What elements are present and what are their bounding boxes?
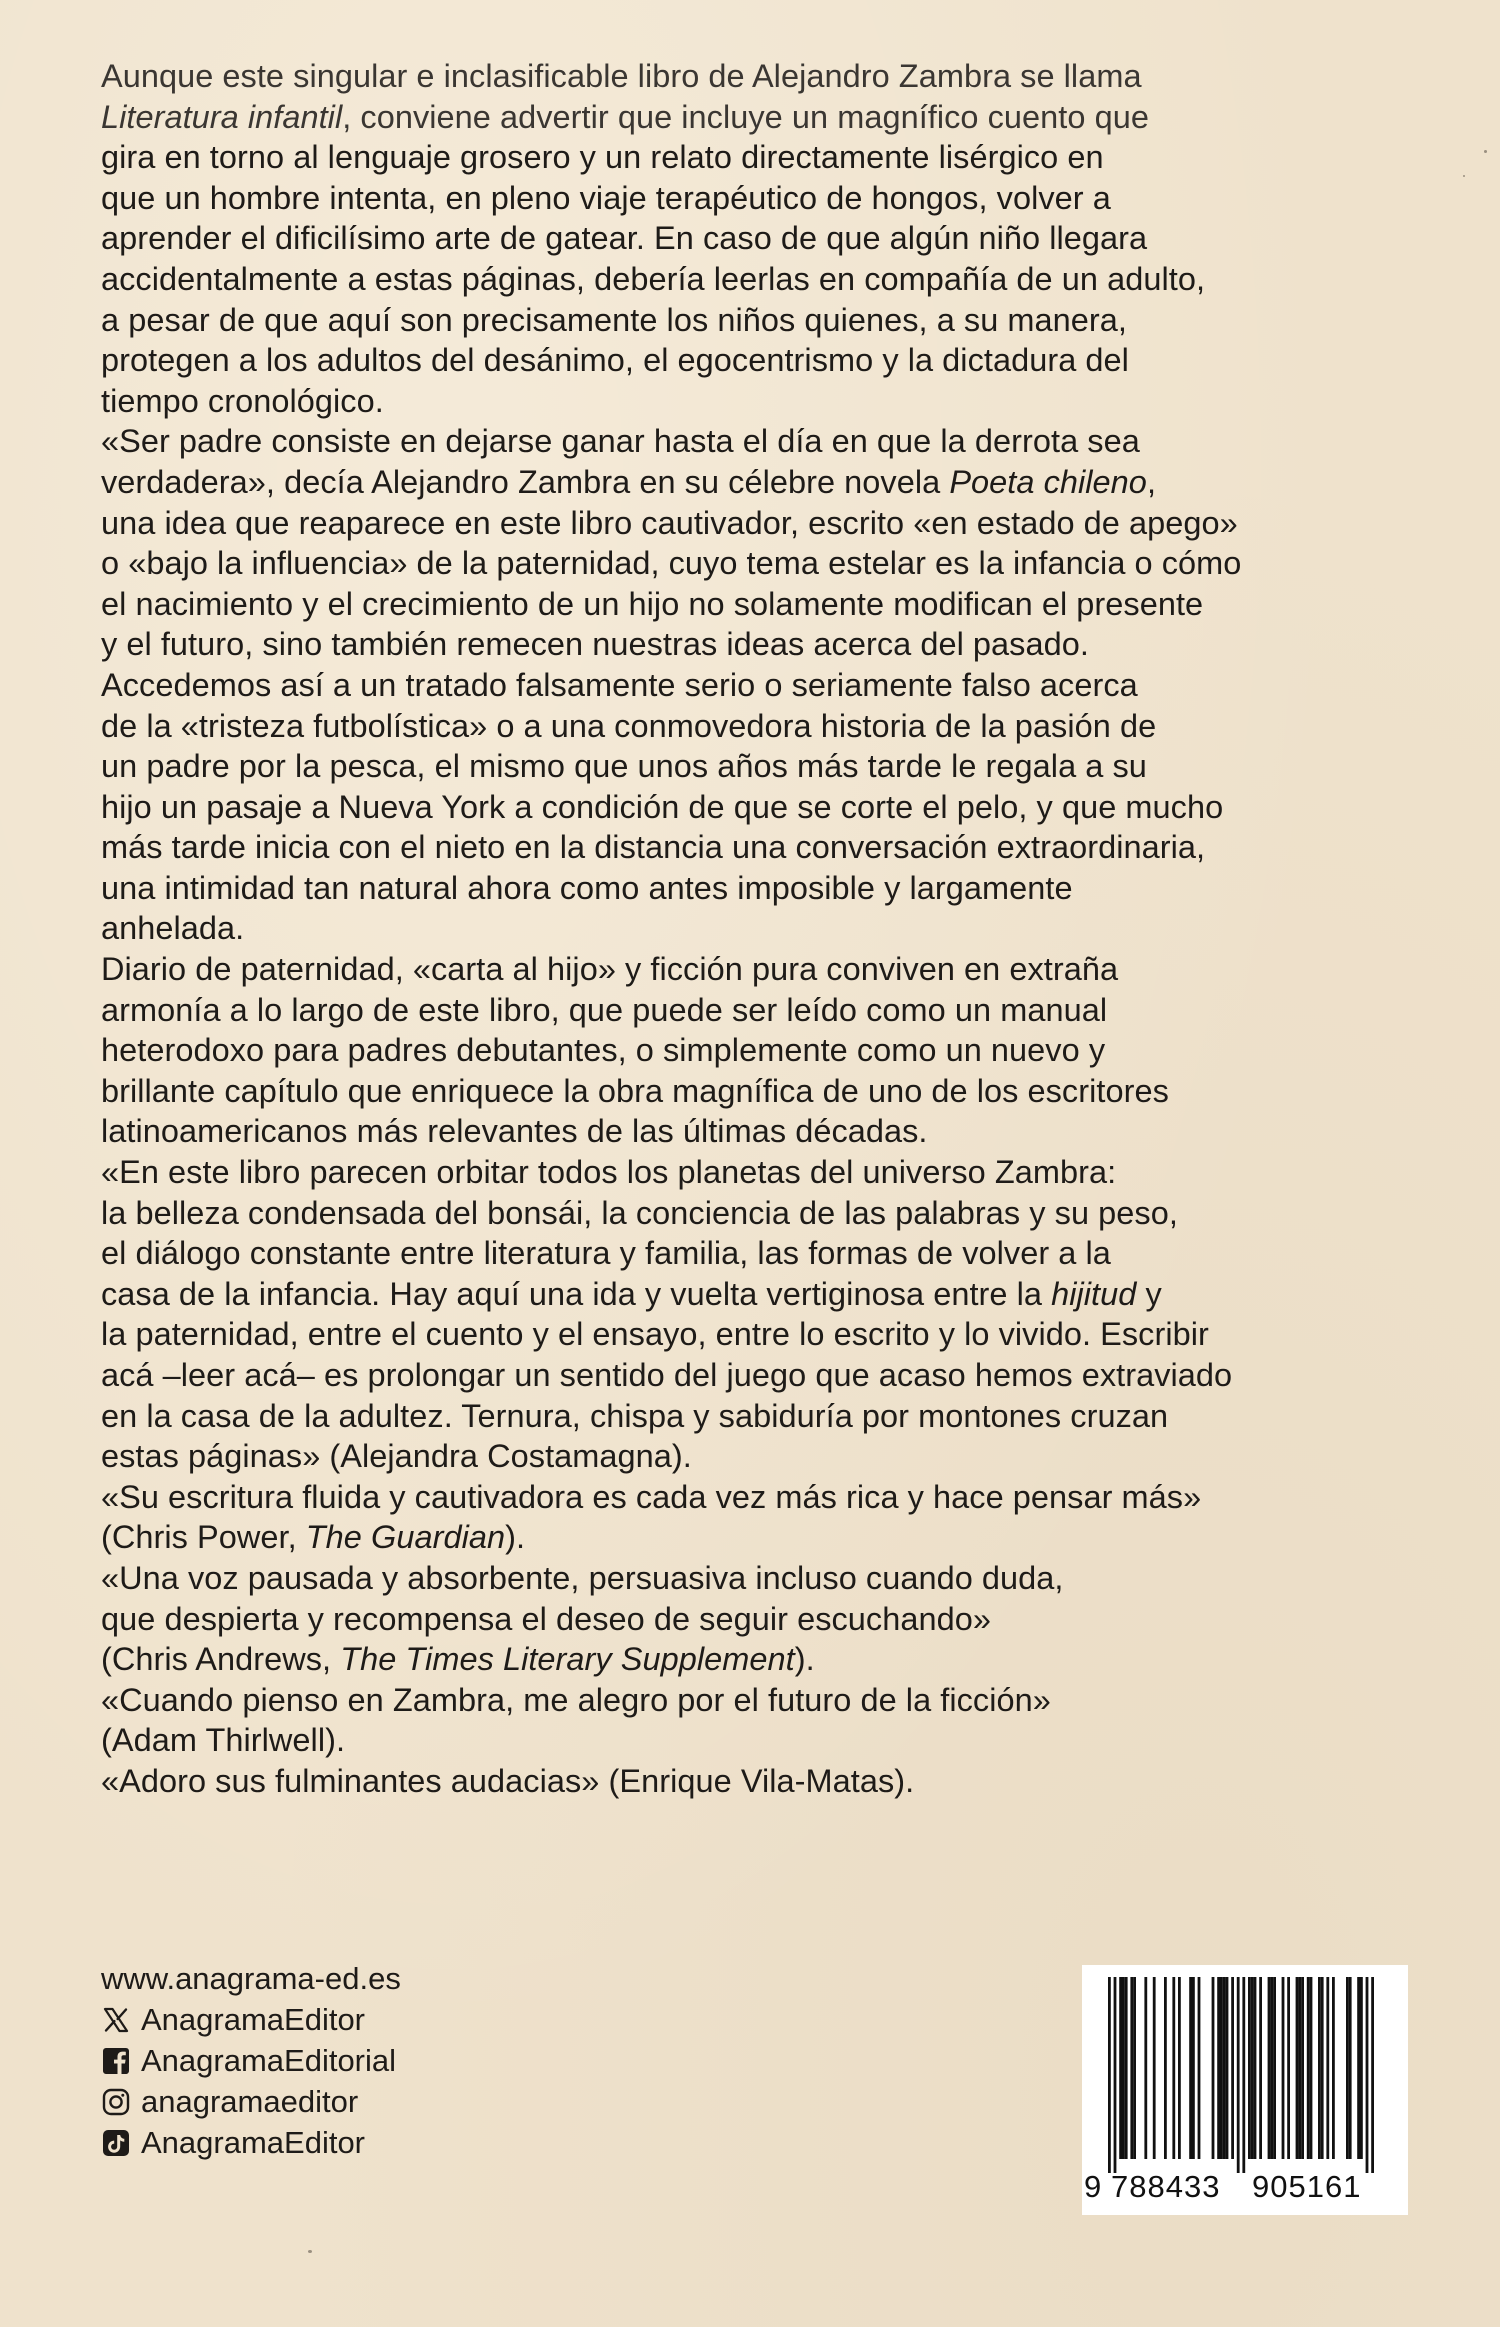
text-line: heterodoxo para padres debutantes, o simplemente como un nuevo y <box>101 1032 1106 1069</box>
barcode-bar <box>1122 1977 1125 2159</box>
barcode-bar <box>1318 1977 1321 2159</box>
text-line: anhelada. <box>101 910 245 947</box>
barcode-bar <box>1332 1977 1335 2159</box>
barcode-bar <box>1172 1977 1175 2159</box>
barcode-bar <box>1178 1977 1181 2159</box>
paragraph-intro <box>101 56 1421 421</box>
barcode-bar <box>1108 1977 1111 2173</box>
text-line: que despierta y recompensa el deseo de seguir escuchando» <box>101 1600 991 1637</box>
barcode-bar <box>1307 1977 1310 2159</box>
text-line: protegen a los adultos del desánimo, el egocentrismo y la dictadura del <box>101 342 1129 379</box>
text-fragment: casa de la infancia. Hay aquí una ida y vuelta vertiginosa entre la <box>101 1275 1052 1312</box>
publication-the-guardian: The Guardian <box>305 1519 506 1556</box>
text-line: «Ser padre consiste en dejarse ganar hasta el día en que la derrota sea <box>101 423 1140 460</box>
paragraph-diario-de-paternidad <box>101 949 1421 1152</box>
paper-speck <box>1463 175 1465 177</box>
publisher-contacts <box>101 1958 401 2163</box>
quote-costamagna <box>101 1152 1421 1477</box>
text-line: Aunque este singular e inclasificable libro de Alejandro Zambra se llama <box>101 58 1142 94</box>
barcode-bar <box>1371 1977 1374 2173</box>
barcode-bar <box>1321 1977 1324 2159</box>
instagram-icon <box>101 2087 131 2117</box>
text-line <box>101 462 1421 503</box>
book-title-poeta-chileno: Poeta chileno <box>949 463 1147 500</box>
text-line: a pesar de que aquí son precisamente los niños quienes, a su manera, <box>101 301 1127 338</box>
text-line: «Adoro sus fulminantes audacias» (Enrique Vila-Matas). <box>101 1762 915 1799</box>
quote-chris-power <box>101 1477 1421 1558</box>
paragraph-poeta-chileno <box>101 421 1421 949</box>
text-line: la belleza condensada del bonsái, la conciencia de las palabras y su peso, <box>101 1194 1178 1231</box>
text-line: una intimidad tan natural ahora como antes imposible y largamente <box>101 869 1073 906</box>
barcode-bar <box>1259 1977 1262 2159</box>
website-link[interactable] <box>101 1958 401 1999</box>
barcode-bar <box>1119 1977 1122 2159</box>
text-line: «Su escritura fluida y cautivadora es cada vez más rica y hace pensar más» <box>101 1478 1202 1515</box>
text-fragment: , conviene advertir que incluye un magnífico cuento que <box>342 98 1149 135</box>
text-line: «En este libro parecen orbitar todos los planetas del universo Zambra: <box>101 1154 1117 1191</box>
barcode-bar <box>1296 1977 1299 2159</box>
barcode-bar <box>1153 1977 1156 2159</box>
text-line: la paternidad, entre el cuento y el ensayo, entre lo escrito y lo vivido. Escribir <box>101 1316 1209 1353</box>
facebook-icon <box>101 2046 131 2076</box>
quote-adam-thirlwell <box>101 1680 1421 1761</box>
x-handle[interactable]: AnagramaEditor <box>141 2002 366 2037</box>
quote-chris-andrews <box>101 1558 1421 1680</box>
tiktok-handle[interactable]: AnagramaEditor <box>141 2125 366 2160</box>
back-cover-blurb <box>101 56 1421 1802</box>
x-handle-row[interactable] <box>101 1999 401 2040</box>
text-line: y el futuro, sino también remecen nuestras ideas acerca del pasado. <box>101 626 1089 663</box>
barcode-bar <box>1223 1977 1226 2159</box>
barcode-bar <box>1198 1977 1201 2159</box>
barcode-bar <box>1237 1977 1240 2173</box>
barcode-bar <box>1349 1977 1352 2159</box>
barcode-bar <box>1133 1977 1136 2159</box>
text-line <box>101 97 1421 138</box>
text-line <box>101 1274 1421 1315</box>
barcode-bar <box>1287 1977 1290 2159</box>
text-fragment: (Chris Andrews, <box>101 1641 341 1678</box>
text-line: brillante capítulo que enriquece la obra magnífica de uno de los escritores <box>101 1072 1169 1109</box>
text-line: «Una voz pausada y absorbente, persuasiva incluso cuando duda, <box>101 1559 1064 1596</box>
text-line: gira en torno al lenguaje grosero y un relato directamente lisérgico en <box>101 139 1104 176</box>
text-line: «Cuando pienso en Zambra, me alegro por el futuro de la ficción» <box>101 1681 1051 1718</box>
text-line: hijo un pasaje a Nueva York a condición de que se corte el pelo, y que mucho <box>101 788 1224 825</box>
text-line: el nacimiento y el crecimiento de un hijo no solamente modifican el presente <box>101 585 1204 622</box>
text-line: (Adam Thirlwell). <box>101 1722 346 1759</box>
isbn-left-group: 788433 <box>1111 2169 1221 2204</box>
text-line: que un hombre intenta, en pleno viaje terapéutico de hongos, volver a <box>101 179 1111 216</box>
text-line: estas páginas» (Alejandra Costamagna). <box>101 1438 692 1475</box>
barcode-bar <box>1125 1977 1128 2159</box>
x-logo-icon <box>101 2005 131 2035</box>
paper-speck <box>308 2250 312 2253</box>
text-line: Accedemos así a un tratado falsamente serio o seriamente falso acerca <box>101 666 1138 703</box>
paper-speck <box>1484 150 1487 153</box>
isbn-number <box>1082 2169 1408 2205</box>
barcode-bar <box>1251 1977 1254 2159</box>
facebook-handle[interactable]: AnagramaEditorial <box>141 2043 397 2078</box>
barcode-bar <box>1301 1977 1304 2159</box>
barcode-bar <box>1298 1977 1301 2159</box>
barcode-bar <box>1192 1977 1195 2159</box>
text-fragment: ). <box>794 1641 815 1678</box>
isbn-first-digit: 9 <box>1084 2169 1103 2204</box>
instagram-handle-row[interactable] <box>101 2081 401 2122</box>
text-line: accidentalmente a estas páginas, debería leerlas en compañía de un adulto, <box>101 260 1206 297</box>
text-fragment: , <box>1146 463 1157 500</box>
barcode-bar <box>1114 1977 1117 2173</box>
barcode-bar <box>1357 1977 1360 2159</box>
barcode-bar <box>1212 1977 1215 2159</box>
barcode-bar <box>1189 1977 1192 2159</box>
barcode-bar <box>1326 1977 1329 2159</box>
text-line: un padre por la pesca, el mismo que unos años más tarde le regala a su <box>101 748 1147 785</box>
barcode-bar <box>1282 1977 1285 2159</box>
barcode-bar <box>1366 1977 1369 2173</box>
barcode-bar <box>1268 1977 1271 2159</box>
instagram-handle[interactable]: anagramaeditor <box>141 2084 359 2119</box>
text-fragment: y <box>1136 1275 1162 1312</box>
barcode-bar <box>1242 1977 1245 2173</box>
barcode-bar <box>1144 1977 1147 2159</box>
tiktok-icon <box>101 2128 131 2158</box>
barcode-bar <box>1254 1977 1257 2159</box>
text-line: una idea que reaparece en este libro cautivador, escrito «en estado de apego» <box>101 504 1238 541</box>
barcode-bar <box>1270 1977 1273 2159</box>
text-fragment: (Chris Power, <box>101 1519 306 1556</box>
isbn-right-group: 905161 <box>1252 2169 1362 2204</box>
website-url[interactable]: www.anagrama-ed.es <box>101 1961 401 1996</box>
barcode-bar <box>1130 1977 1133 2159</box>
quote-vila-matas <box>101 1761 1421 1802</box>
barcode-bar <box>1217 1977 1220 2159</box>
text-fragment: verdadera», decía Alejandro Zambra en su célebre novela <box>101 463 950 500</box>
text-fragment: ). <box>505 1519 526 1556</box>
text-line: en la casa de la adultez. Ternura, chispa y sabiduría por montones cruzan <box>101 1397 1169 1434</box>
barcode-bar <box>1248 1977 1251 2159</box>
barcode-bar <box>1360 1977 1363 2159</box>
barcode-bar <box>1164 1977 1167 2159</box>
text-line: aprender el dificilísimo arte de gatear. En caso de que algún niño llegara <box>101 220 1148 257</box>
text-line: tiempo cronológico. <box>101 382 384 419</box>
text-line <box>101 1517 1421 1558</box>
barcode-bar <box>1226 1977 1229 2159</box>
barcode-bar <box>1310 1977 1313 2159</box>
publication-times-literary-supplement: The Times Literary Supplement <box>340 1641 795 1678</box>
tiktok-handle-row[interactable] <box>101 2122 401 2163</box>
text-line: más tarde inicia con el nieto en la distancia una conversación extraordinaria, <box>101 829 1206 866</box>
barcode-bar <box>1220 1977 1223 2159</box>
barcode-bars <box>1082 1965 1408 2175</box>
barcode-bar <box>1273 1977 1276 2159</box>
barcode-bar <box>1231 1977 1234 2159</box>
text-line: armonía a lo largo de este libro, que puede ser leído como un manual <box>101 991 1108 1028</box>
italic-word-hijitud: hijitud <box>1051 1275 1137 1312</box>
isbn-barcode <box>1082 1965 1408 2215</box>
text-line: de la «tristeza futbolística» o a una conmovedora historia de la pasión de <box>101 707 1157 744</box>
text-line: o «bajo la influencia» de la paternidad, cuyo tema estelar es la infancia o cómo <box>101 545 1242 582</box>
text-line: el diálogo constante entre literatura y familia, las formas de volver a la <box>101 1235 1111 1272</box>
text-line: latinoamericanos más relevantes de las últimas décadas. <box>101 1113 928 1150</box>
barcode-bar <box>1346 1977 1349 2159</box>
book-title-literatura-infantil: Literatura infantil <box>101 98 343 135</box>
facebook-handle-row[interactable] <box>101 2040 401 2081</box>
text-line <box>101 1639 1421 1680</box>
text-line: Diario de paternidad, «carta al hijo» y ficción pura conviven en extraña <box>101 951 1119 988</box>
text-line: acá –leer acá– es prolongar un sentido del juego que acaso hemos extraviado <box>101 1357 1233 1393</box>
